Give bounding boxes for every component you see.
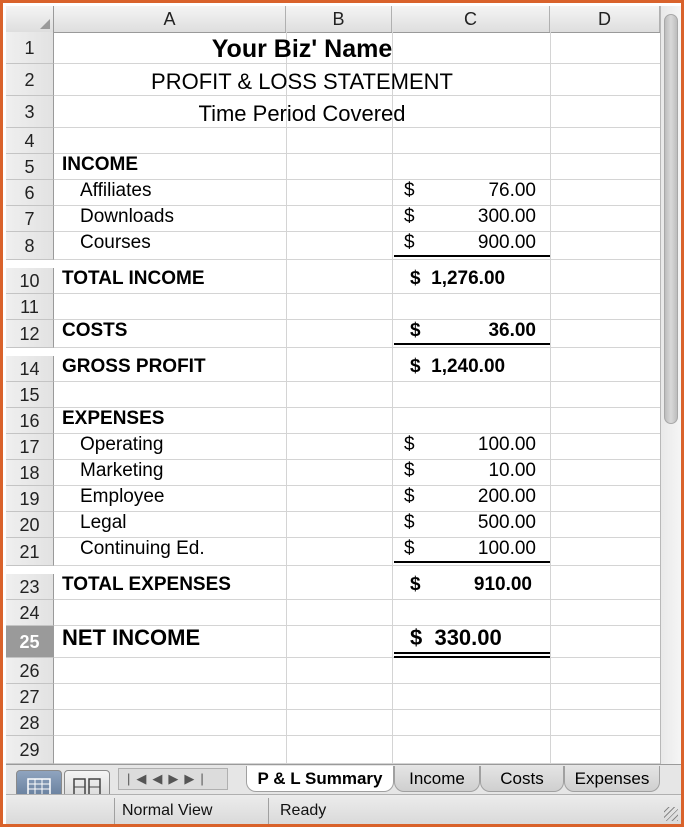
currency-symbol: $ (404, 512, 415, 533)
row-header[interactable]: 19 (6, 486, 54, 512)
grid-line (54, 735, 666, 736)
costs-amount[interactable]: 36.00 (488, 320, 536, 341)
tab-income[interactable]: Income (394, 766, 480, 792)
income-item-amount[interactable]: 900.00 (477, 232, 536, 253)
ready-status: Ready (280, 802, 327, 819)
grid-line (54, 95, 666, 96)
grid-line (54, 319, 666, 320)
next-sheet-icon[interactable]: ▶ (168, 771, 185, 786)
tab-costs[interactable]: Costs (480, 766, 564, 792)
grid-line (54, 657, 666, 658)
expense-item-amount[interactable]: 500.00 (477, 512, 536, 533)
prev-sheet-icon[interactable]: ◀ (152, 771, 169, 786)
income-item-amount[interactable]: 300.00 (477, 206, 536, 227)
row-header[interactable]: 29 (6, 736, 54, 764)
expenses-heading[interactable]: EXPENSES (62, 408, 165, 429)
column-header-bar (6, 6, 666, 33)
expense-item-label[interactable]: Continuing Ed. (80, 538, 205, 559)
tab-p-and-l-summary[interactable]: P & L Summary (246, 766, 394, 792)
row-header[interactable]: 23 (6, 574, 54, 600)
status-divider (268, 798, 269, 824)
row-header[interactable]: 2 (6, 64, 54, 96)
currency-symbol: $ (410, 574, 421, 595)
grid-line (54, 347, 666, 348)
row-header[interactable]: 26 (6, 658, 54, 684)
row-header[interactable]: 12 (6, 320, 54, 348)
row-header[interactable]: 5 (6, 154, 54, 180)
grid-line (54, 511, 666, 512)
grid-line (286, 32, 287, 764)
row-header[interactable]: 1 (6, 32, 54, 64)
first-sheet-icon[interactable]: |◀ (127, 771, 153, 786)
grid-line (54, 293, 666, 294)
expense-item-label[interactable]: Marketing (80, 460, 164, 481)
currency-symbol: $ (404, 180, 415, 201)
currency-symbol: $ (404, 434, 415, 455)
grid-line (54, 709, 666, 710)
expense-item-label[interactable]: Employee (80, 486, 165, 507)
resize-grip-icon[interactable] (664, 807, 678, 821)
row-header[interactable]: 10 (6, 268, 54, 294)
row-header[interactable]: 17 (6, 434, 54, 460)
double-underline-bottom (394, 656, 550, 658)
row-header[interactable]: 27 (6, 684, 54, 710)
row-header[interactable]: 16 (6, 408, 54, 434)
statement-title[interactable]: PROFIT & LOSS STATEMENT (151, 69, 453, 94)
column-header-d[interactable]: D (550, 6, 660, 32)
grid-line (54, 599, 666, 600)
gross-profit-value[interactable]: $ 1,240.00 (410, 356, 506, 377)
status-bar (6, 794, 684, 827)
currency-symbol: $ (404, 486, 415, 507)
total-expenses-amount[interactable]: 910.00 (473, 574, 532, 595)
grid-line (54, 153, 666, 154)
row-header[interactable]: 24 (6, 600, 54, 626)
view-mode-status: Normal View (122, 802, 213, 819)
select-all-corner[interactable] (6, 6, 54, 32)
total-income-label[interactable]: TOTAL INCOME (62, 268, 205, 289)
costs-label[interactable]: COSTS (62, 320, 128, 341)
row-header[interactable]: 4 (6, 128, 54, 154)
last-sheet-icon[interactable]: ▶| (184, 771, 210, 786)
total-expenses-label[interactable]: TOTAL EXPENSES (62, 574, 231, 595)
grid-line (550, 32, 551, 764)
row-header[interactable]: 25 (6, 626, 54, 658)
grid-line (392, 32, 393, 764)
expense-item-amount[interactable]: 100.00 (477, 538, 536, 559)
column-header-b[interactable]: B (286, 6, 392, 32)
row-header[interactable]: 15 (6, 382, 54, 408)
currency-symbol: $ (404, 206, 415, 227)
scrollbar-thumb[interactable] (664, 14, 678, 424)
grid-line (54, 259, 666, 260)
row-header[interactable]: 28 (6, 710, 54, 736)
row-header[interactable]: 21 (6, 538, 54, 566)
grid-line (54, 683, 666, 684)
total-income-value[interactable]: $ 1,276.00 (410, 268, 506, 289)
currency-symbol: $ (410, 320, 421, 341)
row-header[interactable]: 11 (6, 294, 54, 320)
income-heading[interactable]: INCOME (62, 154, 138, 175)
subtotal-underline (394, 255, 550, 257)
expense-item-amount[interactable]: 100.00 (477, 434, 536, 455)
gross-profit-label[interactable]: GROSS PROFIT (62, 356, 206, 377)
column-header-a[interactable]: A (54, 6, 286, 32)
row-header[interactable]: 7 (6, 206, 54, 232)
row-header[interactable]: 18 (6, 460, 54, 486)
row-header[interactable]: 6 (6, 180, 54, 206)
grid-line (54, 565, 666, 566)
income-item-amount[interactable]: 76.00 (488, 180, 536, 201)
status-divider (114, 798, 115, 824)
row-header[interactable]: 8 (6, 232, 54, 260)
sheet-area (6, 6, 684, 827)
currency-symbol: $ (404, 538, 415, 559)
subtotal-underline (394, 343, 550, 345)
currency-symbol: $ (404, 232, 415, 253)
double-underline-top (394, 652, 550, 654)
expense-item-label[interactable]: Legal (80, 512, 127, 533)
expense-item-amount[interactable]: 200.00 (477, 486, 536, 507)
currency-symbol: $ (404, 460, 415, 481)
expense-item-amount[interactable]: 10.00 (488, 460, 536, 481)
row-header[interactable]: 14 (6, 356, 54, 382)
sheet-nav-arrows[interactable] (118, 768, 228, 790)
net-income-label[interactable]: NET INCOME (62, 625, 201, 650)
grid-line (54, 381, 666, 382)
income-item-label[interactable]: Downloads (80, 206, 174, 227)
column-header-c[interactable]: C (392, 6, 550, 32)
business-name[interactable]: Your Biz' Name (211, 35, 393, 63)
net-income-value[interactable]: $ 330.00 (410, 625, 502, 650)
income-item-label[interactable]: Affiliates (80, 180, 152, 201)
tab-expenses[interactable]: Expenses (564, 766, 660, 792)
vertical-scrollbar[interactable] (660, 6, 684, 764)
row-header[interactable]: 3 (6, 96, 54, 128)
grid-line (54, 127, 666, 128)
expense-item-label[interactable]: Operating (80, 434, 164, 455)
income-item-label[interactable]: Courses (80, 232, 151, 253)
subtotal-underline (394, 561, 550, 563)
row-header[interactable]: 20 (6, 512, 54, 538)
period-covered[interactable]: Time Period Covered (198, 101, 406, 126)
